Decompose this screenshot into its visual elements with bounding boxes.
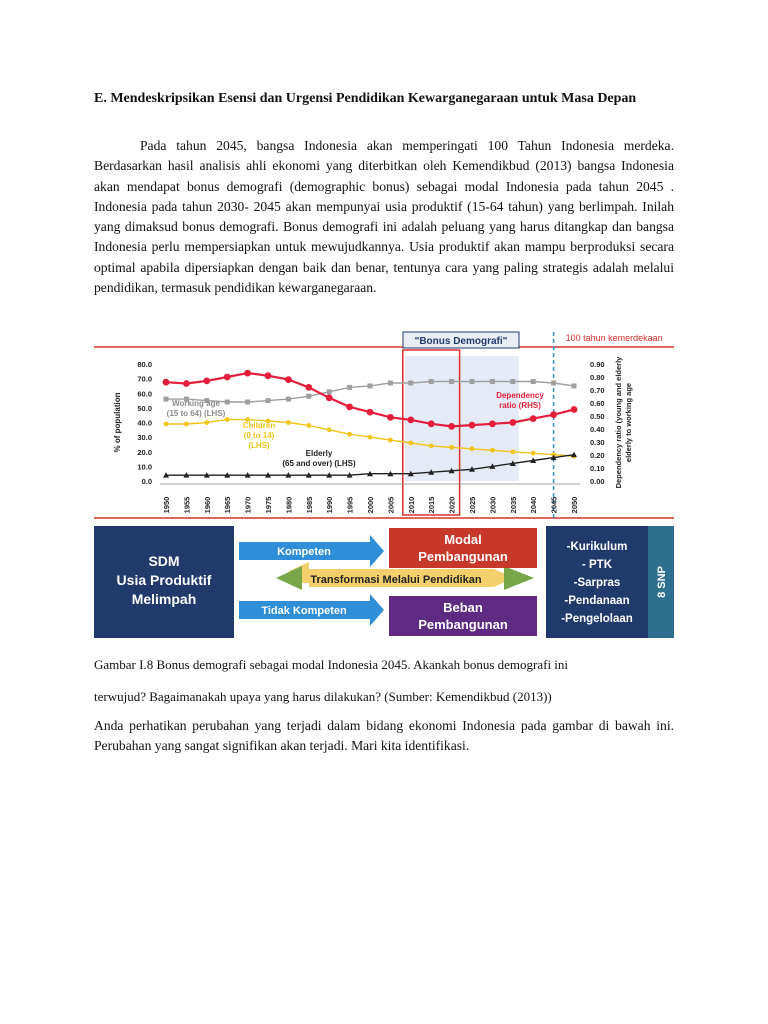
series-point-0 <box>470 379 475 384</box>
series-point-3 <box>448 423 455 430</box>
y-tick-label: 10.0 <box>137 462 152 472</box>
series-label-3: ratio (RHS) <box>499 401 541 410</box>
series-point-3 <box>571 406 578 413</box>
x-tick-label: 1970 <box>243 496 253 514</box>
series-point-0 <box>572 383 577 388</box>
series-point-0 <box>551 381 556 386</box>
y-axis-title: % of population <box>113 392 122 453</box>
series-point-1 <box>347 432 352 437</box>
series-point-1 <box>368 435 373 440</box>
x-tick-label: 2010 <box>406 496 416 514</box>
y2-tick-label: 0.40 <box>590 425 605 434</box>
figure-caption-line-1: Gambar I.8 Bonus demografi sebagai modal Indonesia 2045. Akankah bonus demografi ini <box>94 657 569 672</box>
y-tick-label: 60.0 <box>137 389 152 399</box>
x-tick-label: 1975 <box>264 496 273 514</box>
y2-tick-label: 0.50 <box>590 412 605 421</box>
series-point-3 <box>469 422 476 429</box>
series-point-1 <box>408 441 413 446</box>
series-point-0 <box>408 381 413 386</box>
series-point-0 <box>327 389 332 394</box>
series-point-1 <box>306 423 311 428</box>
arrow-tidak-kompeten-label: Tidak Kompeten <box>261 605 347 617</box>
series-point-3 <box>428 420 435 427</box>
series-point-3 <box>224 374 231 381</box>
bonus-label: "Bonus Demografi" <box>414 336 508 347</box>
series-point-3 <box>530 415 537 422</box>
series-point-0 <box>368 383 373 388</box>
series-point-1 <box>490 448 495 453</box>
x-tick-label: 2040 <box>529 496 539 514</box>
x-tick-label: 2020 <box>447 496 457 514</box>
series-point-3 <box>509 419 516 426</box>
centenary-label: 100 tahun kemerdekaan <box>565 333 663 343</box>
x-tick-label: 1960 <box>202 496 212 514</box>
intro-paragraph: Pada tahun 2045, bangsa Indonesia akan memperingati 100 Tahun Indonesia merdeka. Berdasarkan hasil analisis ahli ekonomi yang diterbitkan oleh Kemendikbud (2013) bangsa Indonesia akan mendapat bonus demografi (demographic bonus) sebagai modal Indonesia pada tahun 2045 . Indonesia pada tahun 2030- 2045 akan mempunyai usia produktif (15-64 tahun) yang berlimpah. Inilah yang dimaksud bonus demografi. Bonus demografi ini adalah peluang yang harus ditangkap dan bangsa Indonesia perlu mempersiapkan untuk mewujudkannya. Usia produktif akan mampu berproduksi secara optimal apabila dipersiapkan dengan baik dan benar, tentunya cara yang paling strategis adalah melalui pendidikan, termasuk pendidikan kewarganegaraan. <box>94 138 674 296</box>
x-tick-label: 2050 <box>570 496 579 514</box>
series-point-0 <box>347 385 352 390</box>
arrow-kompeten-label: Kompeten <box>277 546 331 558</box>
series-point-3 <box>265 372 272 379</box>
y-tick-label: 70.0 <box>137 374 152 384</box>
demographic-chart <box>94 330 674 520</box>
y-tick-label: 40.0 <box>137 418 152 428</box>
series-point-0 <box>225 400 230 405</box>
series-label-3: Dependency <box>496 391 544 400</box>
x-tick-label: 2045 <box>549 496 559 514</box>
sdm-line-3: Melimpah <box>131 591 197 607</box>
series-point-1 <box>184 422 189 427</box>
series-point-1 <box>286 420 291 425</box>
y2-axis-title: Dependency ratio (young and elderly <box>614 356 623 489</box>
series-label-0: (15 to 64) (LHS) <box>166 409 226 418</box>
series-point-3 <box>489 420 496 427</box>
figure-bonus-demografi <box>94 330 674 643</box>
transformasi-left-arrowhead <box>276 566 302 590</box>
x-tick-label: 1965 <box>223 496 233 514</box>
snp-item-4: -Pendanaan <box>564 595 630 607</box>
x-tick-label: 1955 <box>182 496 192 514</box>
y2-tick-label: 0.80 <box>590 373 605 382</box>
series-point-3 <box>183 380 190 387</box>
series-point-1 <box>388 438 393 443</box>
x-tick-label: 2030 <box>488 496 498 514</box>
y2-tick-label: 0.60 <box>590 399 605 408</box>
series-point-1 <box>204 420 209 425</box>
beban-line-2: Pembangunan <box>418 617 508 632</box>
series-label-1: (0 to 14) <box>243 431 275 440</box>
x-tick-label: 1950 <box>162 496 171 514</box>
series-point-3 <box>407 417 414 424</box>
figure-caption-line-2: terwujud? Bagaimanakah upaya yang harus dilakukan? (Sumber: Kemendikbud (2013)) <box>94 689 552 704</box>
series-point-0 <box>490 379 495 384</box>
x-tick-label: 1995 <box>345 496 355 514</box>
transformasi-label: Transformasi Melalui Pendidikan <box>310 574 482 586</box>
y2-tick-label: 0.10 <box>590 464 605 473</box>
y2-tick-label: 0.30 <box>590 438 605 447</box>
section-heading: E. Mendeskripsikan Esensi dan Urgensi Pendidikan Kewarganegaraan untuk Masa Depan <box>94 91 637 106</box>
series-point-3 <box>163 379 170 386</box>
sdm-diagram <box>94 526 674 638</box>
y2-tick-label: 0.20 <box>590 451 605 460</box>
series-point-0 <box>531 379 536 384</box>
y2-tick-label: 0.00 <box>590 477 605 486</box>
series-label-0: Working age <box>172 399 220 408</box>
series-point-3 <box>550 411 557 418</box>
transformasi-right-arrowhead <box>504 566 534 590</box>
y-tick-label: 30.0 <box>137 433 152 443</box>
series-point-0 <box>449 379 454 384</box>
series-point-3 <box>285 376 292 383</box>
x-tick-label: 2015 <box>427 496 437 514</box>
series-point-1 <box>510 449 515 454</box>
series-point-3 <box>305 384 312 391</box>
series-point-3 <box>367 409 374 416</box>
diagram-svg <box>94 526 674 638</box>
bonus-shade <box>405 356 519 481</box>
series-point-0 <box>429 379 434 384</box>
series-point-0 <box>164 397 169 402</box>
series-point-3 <box>203 378 210 385</box>
series-point-1 <box>429 444 434 449</box>
series-point-0 <box>306 394 311 399</box>
x-tick-label: 2000 <box>366 496 375 514</box>
beban-line-1: Beban <box>443 600 483 615</box>
x-tick-label: 1985 <box>304 496 314 514</box>
modal-line-2: Pembangunan <box>418 549 508 564</box>
series-point-0 <box>510 379 515 384</box>
series-point-0 <box>286 397 291 402</box>
snp-item-1: -Kurikulum <box>566 541 628 553</box>
snp-item-2: - PTK <box>581 559 613 571</box>
x-tick-label: 2025 <box>468 496 477 514</box>
y-tick-label: 80.0 <box>137 360 152 369</box>
series-point-1 <box>327 427 332 432</box>
x-tick-label: 2035 <box>508 496 518 514</box>
series-point-0 <box>388 381 393 386</box>
y2-axis-title-line2: elderly to working age <box>624 382 633 463</box>
x-tick-label: 1980 <box>284 496 294 514</box>
series-point-1 <box>470 446 475 451</box>
series-point-3 <box>387 414 394 421</box>
y-tick-label: 50.0 <box>137 403 152 413</box>
sdm-line-1: SDM <box>148 553 180 569</box>
series-label-1: Children <box>242 421 276 430</box>
snp-item-3: -Sarpras <box>573 577 621 589</box>
series-point-1 <box>225 417 230 422</box>
sdm-line-2: Usia Produktif <box>116 572 212 588</box>
series-point-3 <box>244 370 251 377</box>
chart-svg <box>94 330 674 520</box>
series-point-1 <box>164 422 169 427</box>
y2-tick-label: 0.90 <box>590 360 605 369</box>
series-point-0 <box>245 400 250 405</box>
series-point-1 <box>531 451 536 456</box>
snp-side-label: 8 SNP <box>656 566 668 598</box>
series-label-1: (LHS) <box>248 441 270 450</box>
series-label-2: (65 and over) (LHS) <box>282 459 356 468</box>
x-tick-label: 2005 <box>386 496 396 514</box>
x-tick-label: 1990 <box>325 496 335 514</box>
modal-line-1: Modal <box>444 532 482 547</box>
series-point-0 <box>266 398 271 403</box>
y-tick-label: 0.0 <box>141 477 152 486</box>
series-label-2: Elderly <box>305 449 333 458</box>
y2-tick-label: 0.70 <box>590 386 605 395</box>
snp-item-5: -Pengelolaan <box>561 613 633 625</box>
closing-paragraph: Anda perhatikan perubahan yang terjadi dalam bidang ekonomi Indonesia pada gambar di bawah ini. Perubahan yang sangat signifikan akan terjadi. Mari kita identifikasi. <box>94 718 674 754</box>
series-point-3 <box>346 404 353 411</box>
series-point-3 <box>326 394 333 401</box>
y-tick-label: 20.0 <box>137 447 152 457</box>
series-point-1 <box>449 445 454 450</box>
